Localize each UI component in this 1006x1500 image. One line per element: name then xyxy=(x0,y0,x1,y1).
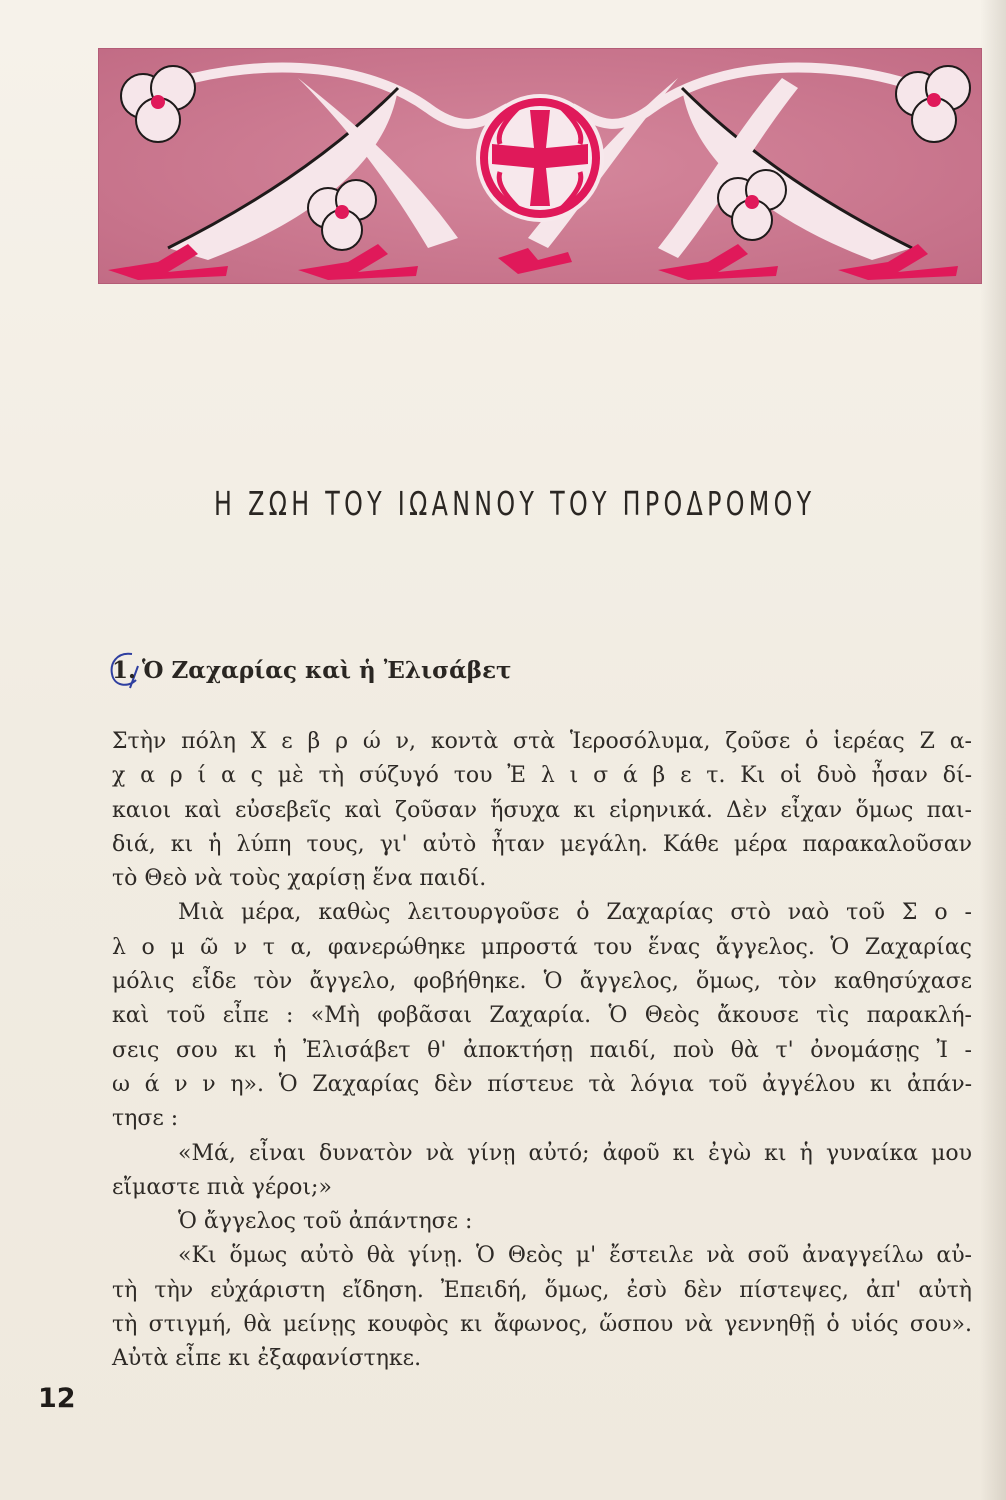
section-title: Ὁ Ζαχαρίας καὶ ἡ Ἐλισάβετ xyxy=(142,657,512,684)
text-line: Μιὰ μέρα, καθὼς λειτουργοῦσε ὁ Ζαχαρίας στὸ ναὸ τοῦ Σ ο - xyxy=(178,900,972,926)
banner-ornament-graphic xyxy=(98,48,982,284)
text-line: χ α ρ ί α ς μὲ τὴ σύζυγό του Ἐ λ ι σ ά β ε τ. Κι οἱ δυὸ ἦσαν δί- xyxy=(112,763,972,789)
text-line: ω ά ν ν η». Ὁ Ζαχαρίας δὲν πίστευε τὰ λόγια τοῦ ἀγγέλου κι ἀπάν- xyxy=(112,1071,972,1097)
text-line: καιοι καὶ εὐσεβεῖς καὶ ζοῦσαν ἥσυχα κι εἰρηνικά. Δὲν εἶχαν ὅμως παι- xyxy=(112,797,972,823)
section-heading xyxy=(112,657,512,684)
text-line: Ὁ ἄγγελος τοῦ ἀπάντησε : xyxy=(178,1209,473,1235)
body-text xyxy=(112,725,972,1377)
spine-shadow xyxy=(980,0,1006,1500)
text-line: εἴμαστε πιὰ γέροι;» xyxy=(112,1174,332,1200)
text-line: «Κι ὅμως αὐτὸ θὰ γίνῃ. Ὁ Θεὸς μ' ἔστειλε νὰ σοῦ ἀναγγείλω αὐ- xyxy=(178,1243,972,1269)
decorative-banner xyxy=(98,48,982,284)
section-number: 1. xyxy=(112,657,137,684)
text-line: καὶ τοῦ εἶπε : «Μὴ φοβᾶσαι Ζαχαρία. Ὁ Θεὸς ἄκουσε τὶς παρακλή- xyxy=(112,1003,972,1029)
text-line: διά, κι ἡ λύπη τους, γι' αὐτὸ ἦταν μεγάλη. Κάθε μέρα παρακαλοῦσαν xyxy=(112,831,972,857)
text-line: Στὴν πόλη Χ ε β ρ ώ ν, κοντὰ στὰ Ἱεροσόλυμα, ζοῦσε ὁ ἱερέας Ζ α- xyxy=(112,729,972,754)
text-line: λ ο μ ῶ ν τ α, φανερώθηκε μπροστά του ἕνας ἄγγελος. Ὁ Ζαχαρίας xyxy=(112,934,972,960)
page-number: 12 xyxy=(38,1383,76,1414)
text-line: μόλις εἶδε τὸν ἄγγελο, φοβήθηκε. Ὁ ἄγγελος, ὅμως, τὸν καθησύχασε xyxy=(112,969,972,995)
text-line: τησε : xyxy=(112,1106,179,1132)
text-line: τὴ στιγμή, θὰ μείνῃς κουφὸς κι ἄφωνος, ὥσπου νὰ γεννηθῇ ὁ υἱός σου». xyxy=(112,1312,972,1338)
text-line: Αὐτὰ εἶπε κι ἐξαφανίστηκε. xyxy=(112,1346,422,1372)
page-title: Η ΖΩΗ ΤΟΥ ΙΩΑΝΝΟΥ ΤΟΥ ΠΡΟΔΡΟΜΟΥ xyxy=(214,484,816,523)
text-line: σεις σου κι ἡ Ἐλισάβετ θ' ἀποκτήσῃ παιδί, ποὺ θὰ τ' ὀνομάσῃς Ἰ - xyxy=(112,1037,972,1063)
text-line: τὴ τὴν εὐχάριστη εἴδηση. Ἐπειδή, ὅμως, ἐσὺ δὲν πίστεψες, ἀπ' αὐτὴ xyxy=(112,1277,972,1303)
text-line: τὸ Θεὸ νὰ τοὺς χαρίσῃ ἕνα παιδί. xyxy=(112,866,487,892)
text-line: «Μά, εἶναι δυνατὸν νὰ γίνῃ αὐτό; ἀφοῦ κι ἐγὼ κι ἡ γυναίκα μου xyxy=(178,1140,972,1166)
